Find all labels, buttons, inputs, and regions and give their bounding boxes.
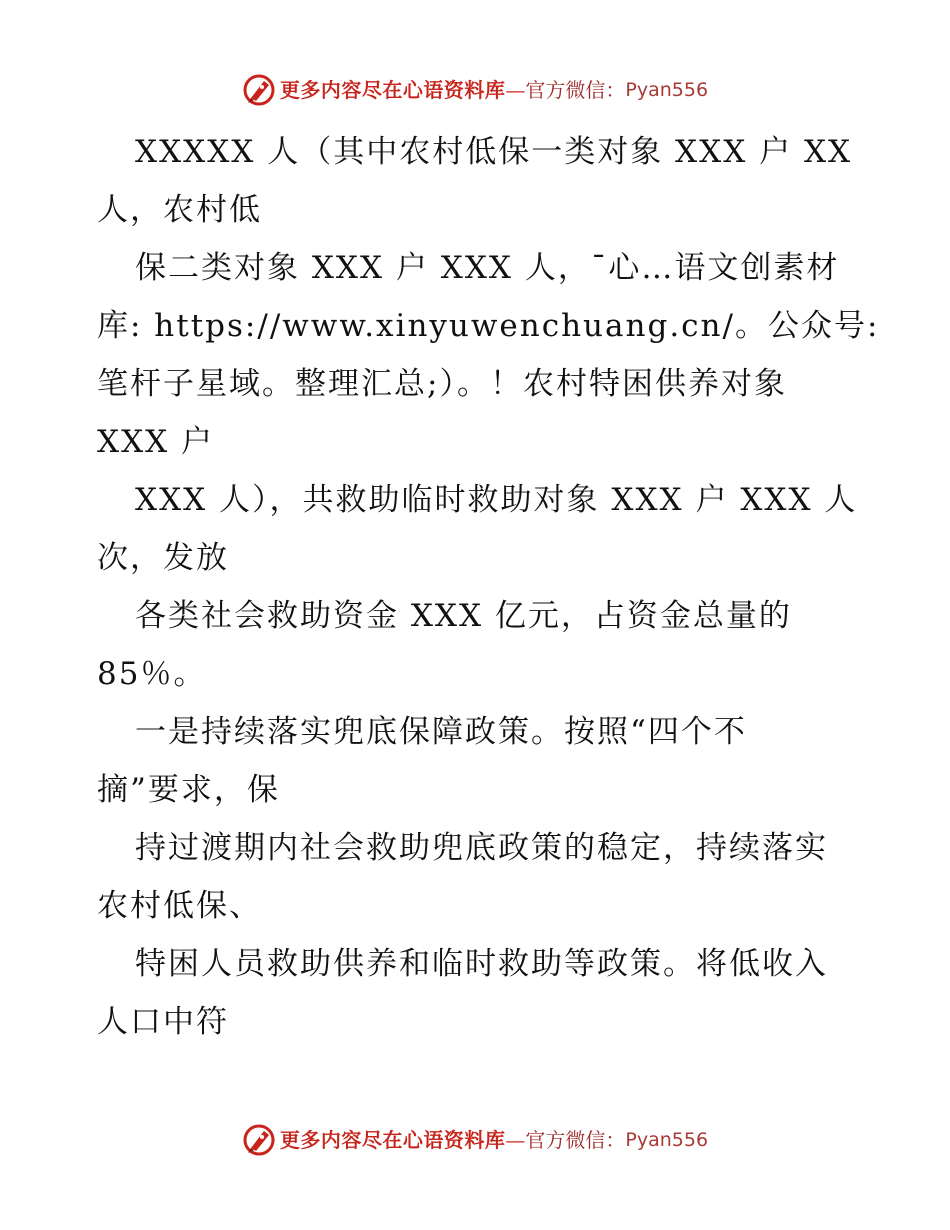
watermark-wechat-id: Pyan556 bbox=[625, 1128, 709, 1151]
footer-watermark bbox=[0, 1120, 950, 1160]
document-body bbox=[97, 123, 880, 1051]
watermark-wechat-id: Pyan556 bbox=[625, 78, 709, 101]
text-line: 一是持续落实兜底保障政策。按照“四个不 bbox=[135, 714, 747, 750]
watermark-wechat-label: 官方微信： bbox=[525, 1128, 626, 1152]
text-line: 人，农村低 bbox=[97, 192, 262, 228]
text-line: 85％。 bbox=[97, 656, 207, 692]
pen-logo-icon bbox=[242, 73, 276, 107]
text-line: 农村低保、 bbox=[97, 888, 262, 924]
text-line: 库: https://www.xinyuwenchuang.cn/。公众号: bbox=[97, 308, 880, 344]
watermark-dash: — bbox=[505, 78, 526, 102]
text-line: 保二类对象 XXX 户 XXX 人，¯心…语文创素材 bbox=[135, 250, 840, 286]
watermark-library-text: 更多内容尽在心语资料库 bbox=[279, 78, 506, 102]
text-line: 特困人员救助供养和临时救助等政策。将低收入 bbox=[135, 946, 828, 982]
text-line: 摘”要求，保 bbox=[97, 772, 280, 808]
text-line: 次，发放 bbox=[97, 540, 229, 576]
text-line: 人口中符 bbox=[97, 1004, 229, 1040]
watermark-library-text: 更多内容尽在心语资料库 bbox=[279, 1128, 506, 1152]
header-watermark bbox=[0, 70, 950, 110]
text-line: XXX 人），共救助临时救助对象 XXX 户 XXX 人 bbox=[135, 482, 858, 518]
text-line: 持过渡期内社会救助兜底政策的稳定，持续落实 bbox=[135, 830, 828, 866]
text-line: 笔杆子星域。整理汇总;）。！农村特困供养对象 bbox=[97, 366, 787, 402]
pen-logo-icon bbox=[242, 1123, 276, 1157]
text-line: XXXXX 人（其中农村低保一类对象 XXX 户 XX bbox=[135, 134, 853, 170]
watermark-wechat-label: 官方微信： bbox=[525, 78, 626, 102]
watermark-dash: — bbox=[505, 1128, 526, 1152]
text-line: 各类社会救助资金 XXX 亿元，占资金总量的 bbox=[135, 598, 792, 634]
text-line: XXX 户 bbox=[97, 424, 215, 460]
